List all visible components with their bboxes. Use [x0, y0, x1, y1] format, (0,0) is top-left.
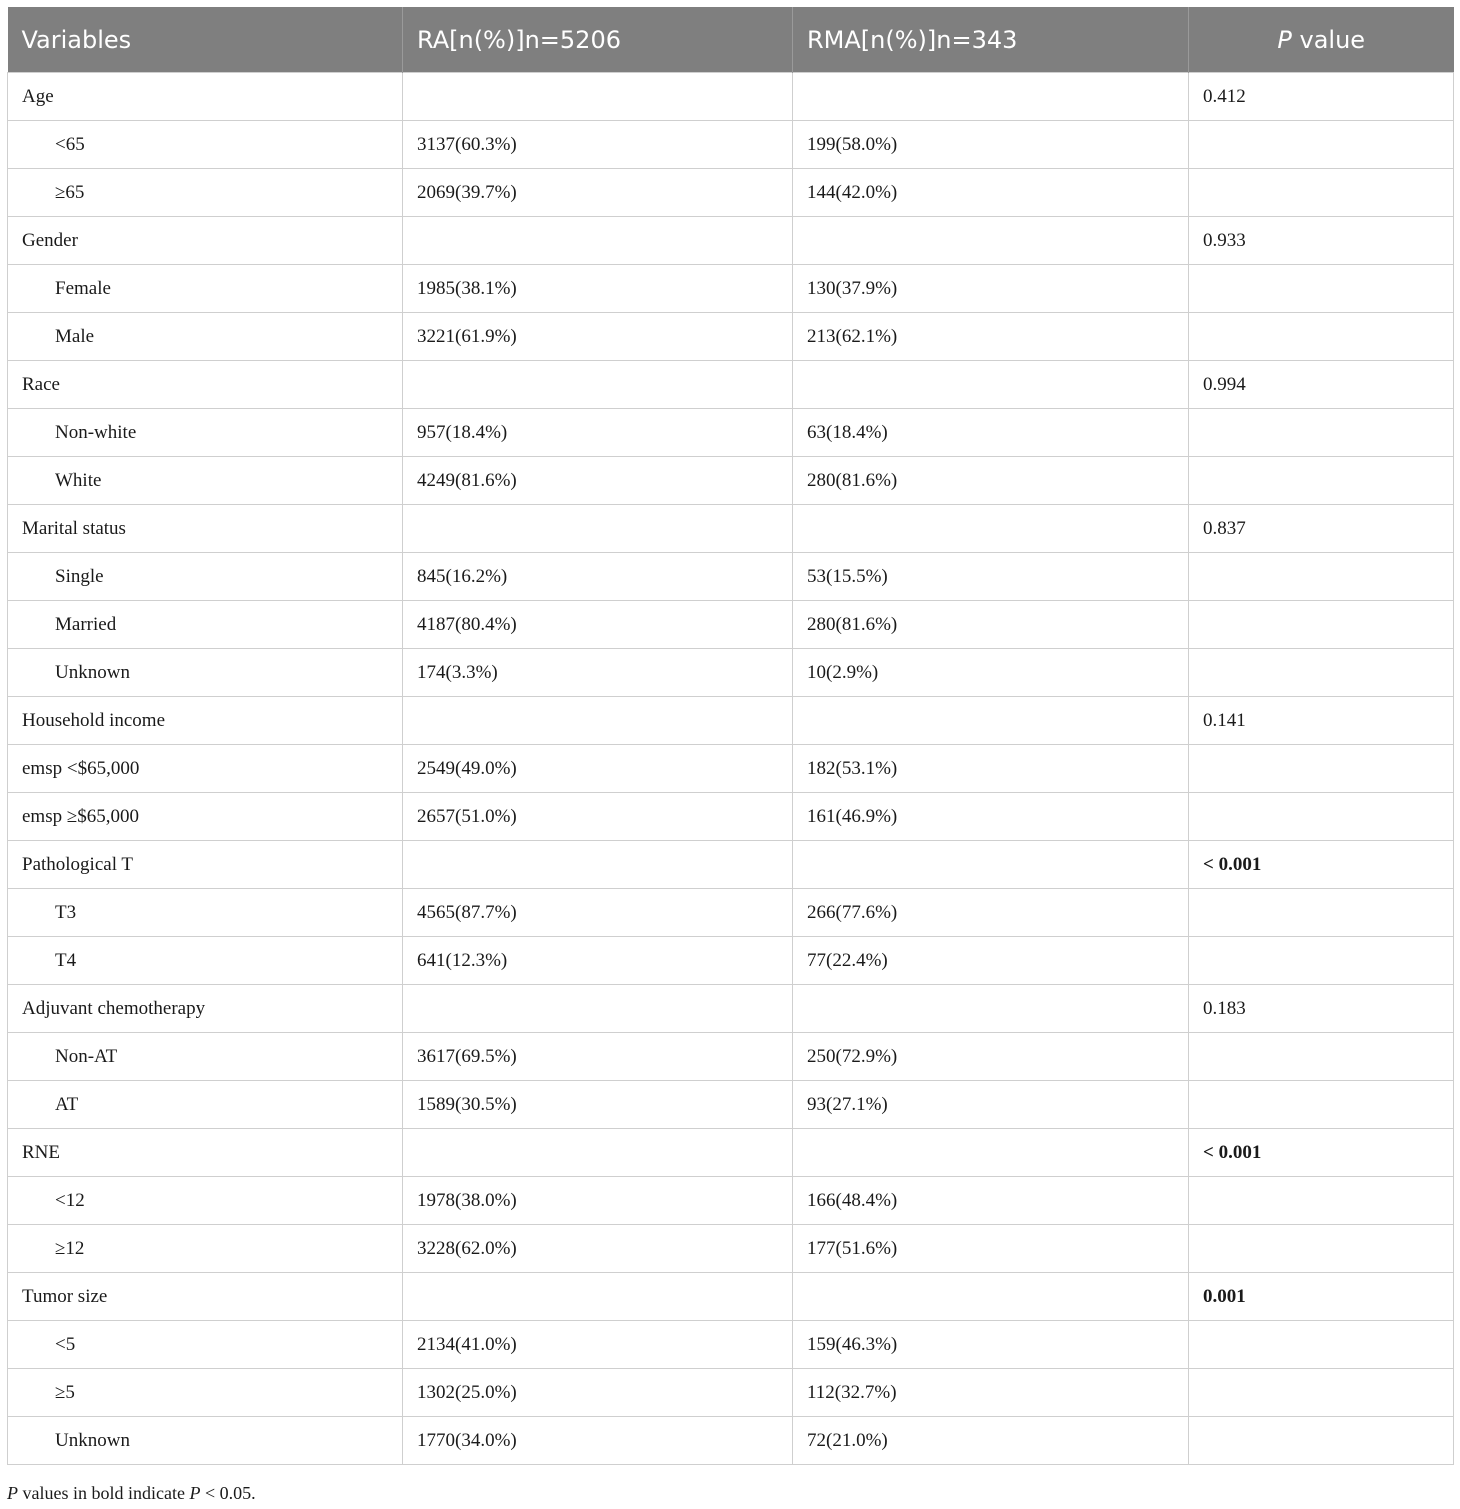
header-variables: Variables: [8, 7, 403, 73]
cell-ra: 2069(39.7%): [403, 169, 793, 217]
cell-p-value: [1189, 457, 1454, 505]
cell-p-value: [1189, 1417, 1454, 1465]
cell-rma: 280(81.6%): [793, 457, 1189, 505]
cell-p-value: [1189, 1033, 1454, 1081]
cell-ra: [403, 985, 793, 1033]
table-row: [8, 1129, 1454, 1177]
table-body: [8, 73, 1454, 1465]
cell-ra: [403, 1273, 793, 1321]
cell-rma: 182(53.1%): [793, 745, 1189, 793]
table-row: [8, 1417, 1454, 1465]
table-row: [8, 1321, 1454, 1369]
cell-ra: 2657(51.0%): [403, 793, 793, 841]
cell-rma: 266(77.6%): [793, 889, 1189, 937]
cell-variable: ≥65: [8, 169, 403, 217]
header-p-value: [1189, 7, 1454, 73]
cell-rma: 213(62.1%): [793, 313, 1189, 361]
cell-variable: Gender: [8, 217, 403, 265]
cell-variable: Race: [8, 361, 403, 409]
table-row: [8, 697, 1454, 745]
cell-ra: [403, 73, 793, 121]
cell-p-value: [1189, 745, 1454, 793]
table-footnote: [7, 1483, 256, 1504]
table-row: [8, 745, 1454, 793]
cell-rma: [793, 697, 1189, 745]
cell-rma: 199(58.0%): [793, 121, 1189, 169]
cell-p-value: [1189, 889, 1454, 937]
cell-variable: Marital status: [8, 505, 403, 553]
cell-rma: 77(22.4%): [793, 937, 1189, 985]
table-row: [8, 553, 1454, 601]
table-row: [8, 1177, 1454, 1225]
cell-ra: 957(18.4%): [403, 409, 793, 457]
cell-p-value: 0.933: [1189, 217, 1454, 265]
table-row: [8, 1273, 1454, 1321]
cell-variable: Pathological T: [8, 841, 403, 889]
cell-variable: White: [8, 457, 403, 505]
cell-p-value: 0.837: [1189, 505, 1454, 553]
cell-ra: 641(12.3%): [403, 937, 793, 985]
cell-variable: Age: [8, 73, 403, 121]
cell-rma: [793, 361, 1189, 409]
cell-variable: Single: [8, 553, 403, 601]
cell-rma: 280(81.6%): [793, 601, 1189, 649]
cell-ra: 2549(49.0%): [403, 745, 793, 793]
cell-ra: 1770(34.0%): [403, 1417, 793, 1465]
cell-ra: [403, 1129, 793, 1177]
table-row: [8, 937, 1454, 985]
table-row: [8, 1225, 1454, 1273]
cell-p-value: [1189, 1369, 1454, 1417]
table-row: [8, 601, 1454, 649]
table-row: [8, 457, 1454, 505]
cell-p-value: [1189, 313, 1454, 361]
footnote-text1: values in bold indicate: [18, 1483, 190, 1503]
cell-rma: [793, 73, 1189, 121]
cell-ra: [403, 505, 793, 553]
cell-variable: Unknown: [8, 1417, 403, 1465]
header-rma: RMA[n(%)]n=343: [793, 7, 1189, 73]
footnote-p1: P: [7, 1483, 18, 1503]
cell-variable: emsp ≥$65,000: [8, 793, 403, 841]
cell-rma: 53(15.5%): [793, 553, 1189, 601]
cell-ra: [403, 697, 793, 745]
table-row: [8, 889, 1454, 937]
table-row: [8, 121, 1454, 169]
cell-rma: 250(72.9%): [793, 1033, 1189, 1081]
cell-rma: [793, 841, 1189, 889]
cell-rma: 144(42.0%): [793, 169, 1189, 217]
table-row: [8, 649, 1454, 697]
cell-variable: ≥5: [8, 1369, 403, 1417]
cell-variable: Female: [8, 265, 403, 313]
cell-ra: [403, 217, 793, 265]
footnote-p2: P: [189, 1483, 201, 1503]
cell-ra: 3137(60.3%): [403, 121, 793, 169]
cell-ra: 174(3.3%): [403, 649, 793, 697]
cell-p-value: [1189, 169, 1454, 217]
cell-p-value: [1189, 937, 1454, 985]
cell-ra: 3228(62.0%): [403, 1225, 793, 1273]
cell-rma: 159(46.3%): [793, 1321, 1189, 1369]
cell-variable: Non-AT: [8, 1033, 403, 1081]
cell-ra: 2134(41.0%): [403, 1321, 793, 1369]
table-header: [8, 7, 1454, 73]
cell-variable: emsp <$65,000: [8, 745, 403, 793]
cell-p-value: 0.994: [1189, 361, 1454, 409]
table-row: [8, 1369, 1454, 1417]
cell-rma: 93(27.1%): [793, 1081, 1189, 1129]
cell-ra: 3617(69.5%): [403, 1033, 793, 1081]
cell-variable: T4: [8, 937, 403, 985]
cell-variable: Household income: [8, 697, 403, 745]
table-row: [8, 409, 1454, 457]
cell-p-value: [1189, 1225, 1454, 1273]
header-p-rest: value: [1291, 25, 1366, 54]
cell-variable: <12: [8, 1177, 403, 1225]
table-row: [8, 505, 1454, 553]
cell-variable: ≥12: [8, 1225, 403, 1273]
footnote-text2: < 0.05.: [200, 1483, 256, 1503]
table-row: [8, 985, 1454, 1033]
cell-rma: 72(21.0%): [793, 1417, 1189, 1465]
table-row: [8, 1081, 1454, 1129]
cell-rma: [793, 217, 1189, 265]
cell-rma: 161(46.9%): [793, 793, 1189, 841]
cell-ra: 1302(25.0%): [403, 1369, 793, 1417]
cell-rma: 166(48.4%): [793, 1177, 1189, 1225]
table-row: [8, 217, 1454, 265]
cell-ra: 1978(38.0%): [403, 1177, 793, 1225]
cell-ra: 845(16.2%): [403, 553, 793, 601]
cell-rma: [793, 985, 1189, 1033]
cell-p-value: < 0.001: [1189, 1129, 1454, 1177]
cell-rma: 112(32.7%): [793, 1369, 1189, 1417]
cell-ra: 4187(80.4%): [403, 601, 793, 649]
cell-p-value: 0.141: [1189, 697, 1454, 745]
cell-p-value: [1189, 1177, 1454, 1225]
cell-p-value: [1189, 1321, 1454, 1369]
cell-p-value: [1189, 649, 1454, 697]
header-p-italic: P: [1277, 25, 1292, 54]
cell-rma: [793, 1129, 1189, 1177]
cell-variable: T3: [8, 889, 403, 937]
cell-ra: 4249(81.6%): [403, 457, 793, 505]
cell-variable: RNE: [8, 1129, 403, 1177]
cell-variable: Tumor size: [8, 1273, 403, 1321]
table-row: [8, 169, 1454, 217]
cell-ra: 1985(38.1%): [403, 265, 793, 313]
cell-variable: Non-white: [8, 409, 403, 457]
cell-variable: Married: [8, 601, 403, 649]
cell-rma: [793, 505, 1189, 553]
cell-p-value: [1189, 793, 1454, 841]
cell-p-value: 0.412: [1189, 73, 1454, 121]
cell-p-value: [1189, 553, 1454, 601]
cell-ra: 4565(87.7%): [403, 889, 793, 937]
cell-p-value: [1189, 265, 1454, 313]
cell-ra: 3221(61.9%): [403, 313, 793, 361]
characteristics-table: [7, 7, 1454, 1465]
data-table-container: [7, 7, 1453, 1465]
cell-variable: <5: [8, 1321, 403, 1369]
cell-p-value: 0.001: [1189, 1273, 1454, 1321]
table-row: [8, 793, 1454, 841]
cell-rma: [793, 1273, 1189, 1321]
cell-rma: 177(51.6%): [793, 1225, 1189, 1273]
cell-p-value: [1189, 1081, 1454, 1129]
cell-p-value: < 0.001: [1189, 841, 1454, 889]
cell-variable: <65: [8, 121, 403, 169]
cell-p-value: 0.183: [1189, 985, 1454, 1033]
cell-p-value: [1189, 121, 1454, 169]
header-ra: RA[n(%)]n=5206: [403, 7, 793, 73]
cell-rma: 63(18.4%): [793, 409, 1189, 457]
cell-p-value: [1189, 601, 1454, 649]
cell-rma: 10(2.9%): [793, 649, 1189, 697]
table-row: [8, 313, 1454, 361]
table-row: [8, 265, 1454, 313]
cell-ra: [403, 361, 793, 409]
header-row: [8, 7, 1454, 73]
table-row: [8, 361, 1454, 409]
cell-ra: 1589(30.5%): [403, 1081, 793, 1129]
cell-p-value: [1189, 409, 1454, 457]
cell-variable: Adjuvant chemotherapy: [8, 985, 403, 1033]
cell-ra: [403, 841, 793, 889]
cell-rma: 130(37.9%): [793, 265, 1189, 313]
table-row: [8, 73, 1454, 121]
table-row: [8, 1033, 1454, 1081]
table-row: [8, 841, 1454, 889]
cell-variable: Male: [8, 313, 403, 361]
cell-variable: Unknown: [8, 649, 403, 697]
cell-variable: AT: [8, 1081, 403, 1129]
